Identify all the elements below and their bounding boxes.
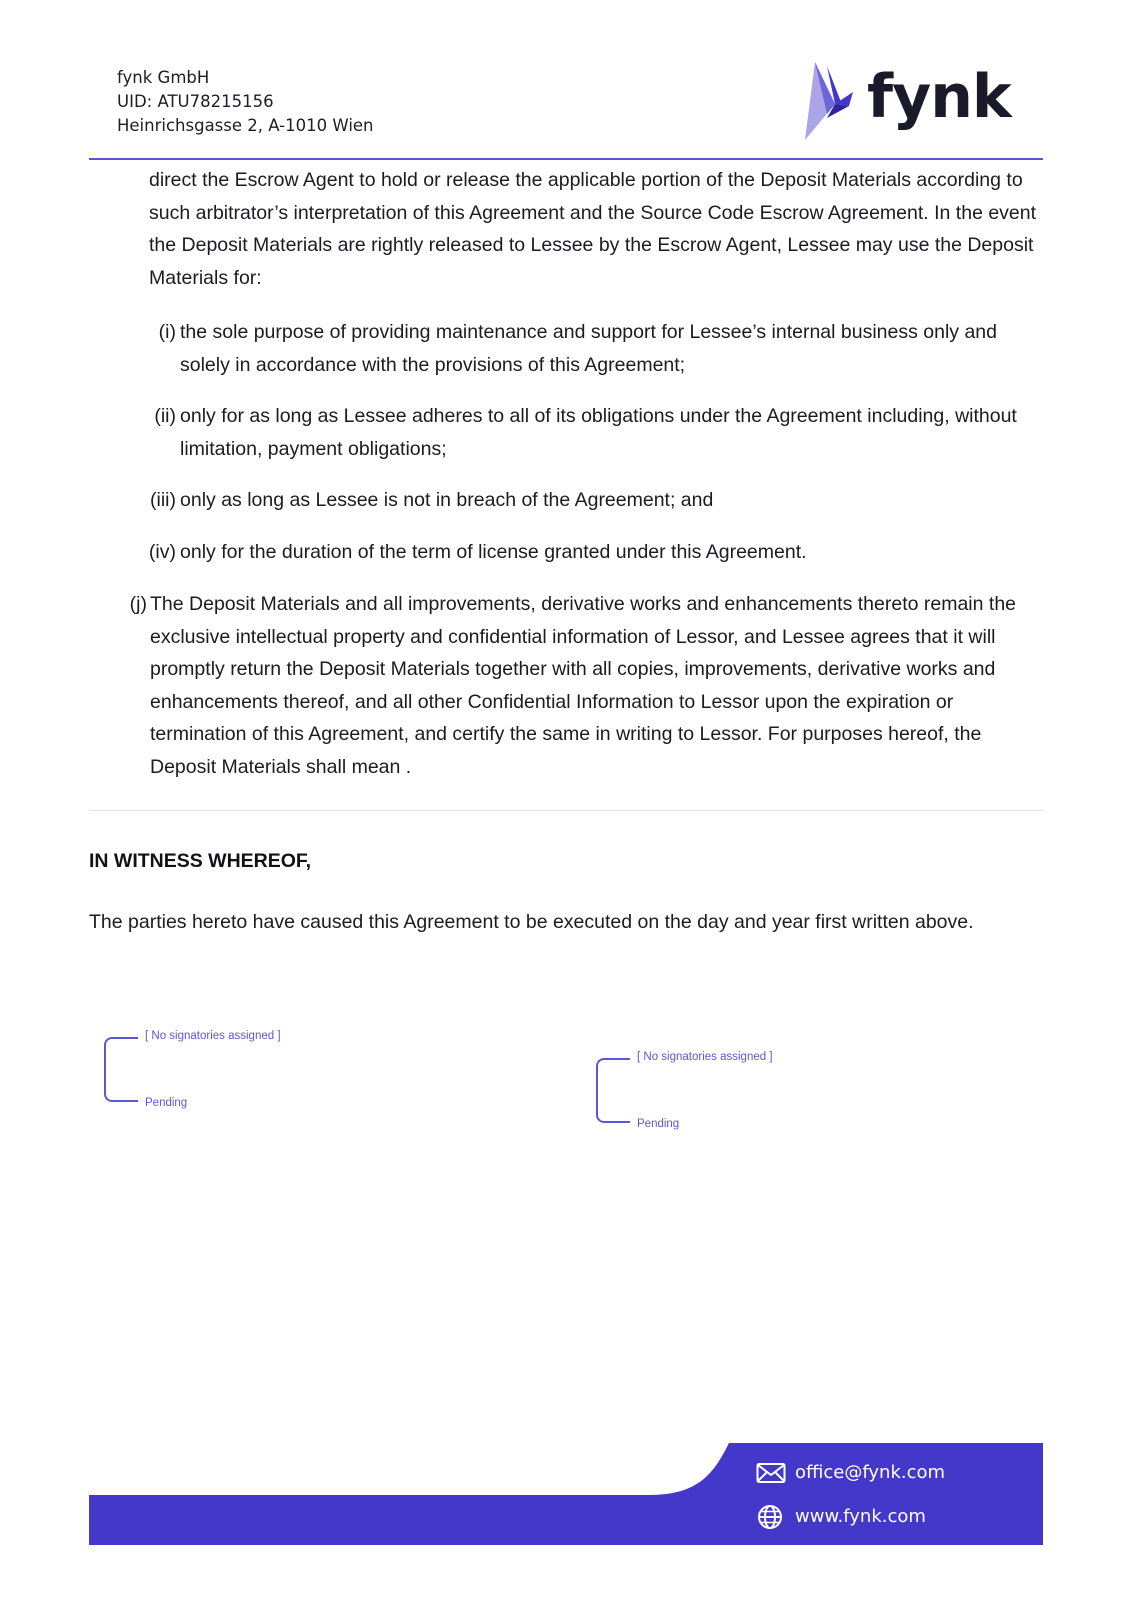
signature-status: Pending (145, 1097, 188, 1109)
email-link[interactable]: office@fynk.com (795, 1462, 946, 1483)
clause-j-number: (j) (129, 593, 147, 615)
list-item-text: only for the duration of the term of license granted under this Agreement. (180, 541, 807, 563)
bird-logo-icon (805, 62, 867, 140)
signature-block[interactable] (104, 1030, 404, 1110)
logo-wordmark: fynk (867, 62, 1011, 132)
list-item-number: (iv) (148, 541, 176, 563)
signature-bracket (104, 1037, 138, 1102)
list-item-text: only as long as Lessee is not in breach of the Agreement; and (180, 489, 714, 511)
footer-band (89, 1443, 1043, 1545)
envelope-icon (756, 1460, 786, 1486)
globe-icon (756, 1504, 786, 1530)
signatory-assignment: [ No signatories assigned ] (145, 1030, 281, 1042)
list-item-number: (ii) (154, 405, 176, 427)
witness-heading: IN WITNESS WHEREOF, (89, 850, 312, 872)
list-item-text: only for as long as Lessee adheres to all of its obligations under the Agreement including, without limitation, payment obligations; (180, 405, 1017, 460)
company-uid: UID: ATU78215156 (117, 92, 274, 111)
witness-statement: The parties hereto have caused this Agreement to be executed on the day and year first written above. (89, 911, 974, 933)
website-link[interactable]: www.fynk.com (795, 1506, 926, 1527)
clause-j-text: The Deposit Materials and all improvements, derivative works and enhancements thereto remain the exclusive intellectual property and confidential information of Lessor, and Lessee agrees that it will promptly return the Deposit Materials together with all copies, improvements, derivative works and enhancements thereof, and all other Confidential Information to Lessor upon the expiration or termination of this Agreement, and certify the same in writing to Lessor. For purposes hereof, the Deposit Materials shall mean . (150, 593, 1017, 778)
signature-status: Pending (637, 1118, 680, 1130)
signature-bracket (596, 1058, 630, 1123)
signature-block[interactable] (596, 1051, 896, 1131)
list-item-number: (iii) (150, 489, 176, 511)
list-item-number: (i) (158, 321, 176, 343)
signatory-assignment: [ No signatories assigned ] (637, 1051, 773, 1063)
escrow-release-paragraph: direct the Escrow Agent to hold or release the applicable portion of the Deposit Materials according to such arbitrator’s interpretation of this Agreement and the Source Code Escrow Agreement. In the event the Deposit Materials are rightly released to Lessee by the Escrow Agent, Lessee may use the Deposit Materials for: (149, 169, 1037, 289)
company-address: Heinrichsgasse 2, A-1010 Wien (117, 116, 374, 135)
company-info (117, 66, 374, 138)
section-divider (89, 810, 1043, 811)
company-name: fynk GmbH (117, 68, 210, 87)
list-item-text: the sole purpose of providing maintenance and support for Lessee’s internal business only and solely in accordance with the provisions of this Agreement; (180, 321, 998, 376)
header-divider (89, 158, 1043, 160)
fynk-logo (805, 62, 1011, 140)
